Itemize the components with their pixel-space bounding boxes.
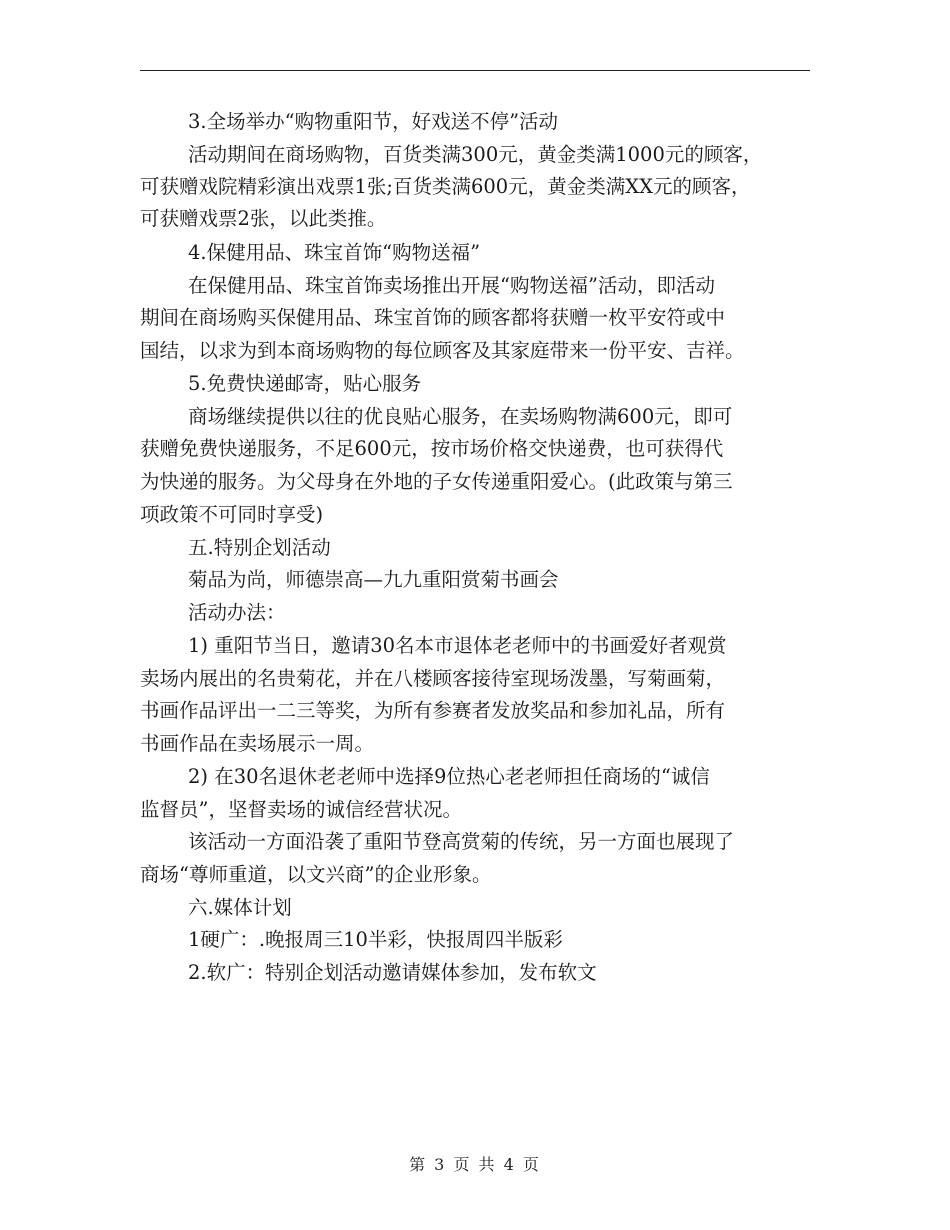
text-line: 书画作品评出一二三等奖，为所有参赛者发放奖品和参加礼品，所有 (140, 699, 726, 722)
text-line: 书画作品在卖场展示一周。 (140, 732, 375, 755)
text-line: 4.保健用品、珠宝首饰“购物送福” (188, 241, 481, 264)
text-line: 该活动一方面沿袭了重阳节登高赏菊的传统，另一方面也展现了 (188, 830, 735, 853)
text-line: 商场继续提供以往的优良贴心服务，在卖场购物满600元，即可 (188, 405, 733, 428)
text-line: 商场“尊师重道，以文兴商”的企业形象。 (140, 863, 492, 886)
text-line: 5.免费快递邮寄，贴心服务 (188, 372, 422, 395)
text-line: 3.全场举办“购物重阳节，好戏送不停”活动 (188, 110, 559, 133)
header-rule (140, 70, 810, 71)
text-line: 为快递的服务。为父母身在外地的子女传递重阳爱心。(此政策与第三 (140, 470, 733, 493)
page-footer: 第 3 页 共 4 页 (409, 1155, 541, 1174)
text-line: 可获赠戏院精彩演出戏票1张;百货类满600元，黄金类满XX元的顾客， (140, 175, 751, 198)
section-heading: 五.特别企划活动 (188, 536, 331, 559)
text-line: 监督员”，坚督卖场的诚信经营状况。 (140, 798, 462, 821)
text-line: 项政策不可同时享受) (140, 503, 324, 526)
text-line: 1硬广：.晚报周三10半彩，快报周四半版彩 (188, 928, 563, 951)
text-line: 2) 在30名退休老老师中选择9位热心老老师担任商场的“诚信 (188, 765, 710, 788)
text-line: 可获赠戏票2张，以此类推。 (140, 207, 387, 230)
text-line: 菊品为尚，师德崇高—九九重阳赏菊书画会 (188, 568, 559, 591)
text-line: 1) 重阳节当日，邀请30名本市退体老老师中的书画爱好者观赏 (188, 634, 727, 657)
text-line: 在保健用品、珠宝首饰卖场推出开展“购物送福”活动，即活动 (188, 274, 715, 297)
text-line: 2.软广：特别企划活动邀请媒体参加，发布软文 (188, 961, 597, 984)
text-line: 卖场内展出的名贵菊花，并在八楼顾客接待室现场泼墨，写菊画菊， (140, 667, 726, 690)
text-line: 国结，以求为到本商场购物的每位顾客及其家庭带来一份平安、吉祥。 (140, 339, 745, 362)
text-line: 获赠免费快递服务，不足600元，按市场价格交快递费，也可获得代 (140, 437, 724, 460)
text-line: 活动办法： (188, 601, 286, 624)
text-line: 期间在商场购买保健用品、珠宝首饰的顾客都将获赠一枚平安符或中 (140, 306, 726, 329)
text-line: 活动期间在商场购物，百货类满300元，黄金类满1000元的顾客， (188, 143, 763, 166)
section-heading: 六.媒体计划 (188, 896, 292, 919)
